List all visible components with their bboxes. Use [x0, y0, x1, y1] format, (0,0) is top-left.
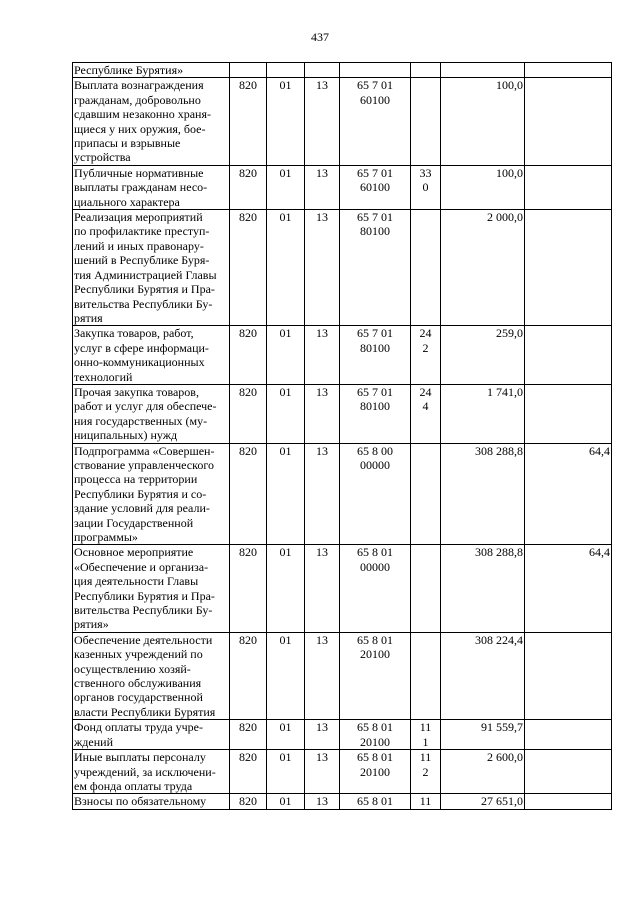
- cell-pr: 13: [305, 545, 340, 632]
- cell-name: Основное мероприятие «Обеспечение и организа- ция деятельности Главы Республики Бурятия и Пра- вительства Республики Бу- рятия»: [73, 545, 230, 632]
- cell-ved: 820: [230, 545, 267, 632]
- cell-ved: 820: [230, 326, 267, 385]
- cell-sum: 259,0: [441, 326, 525, 385]
- cell-pct: 64,4: [525, 545, 612, 632]
- cell-sum: 1 741,0: [441, 384, 525, 443]
- cell-csr: 65 7 01 80100: [340, 384, 411, 443]
- cell-name: Публичные нормативные выплаты гражданам несо- циального характера: [73, 165, 230, 209]
- cell-csr: 65 7 01 60100: [340, 78, 411, 165]
- cell-rz: 01: [267, 632, 305, 719]
- cell-ved: [230, 63, 267, 78]
- table-row: [73, 78, 612, 165]
- table-row: [73, 165, 612, 209]
- cell-pr: 13: [305, 384, 340, 443]
- cell-ved: 820: [230, 632, 267, 719]
- cell-name: Иные выплаты персоналу учреждений, за исключени- ем фонда оплаты труда: [73, 750, 230, 794]
- table-row: [73, 750, 612, 794]
- cell-pr: 13: [305, 443, 340, 545]
- page-number: 437: [311, 30, 329, 44]
- cell-csr: 65 8 01 00000: [340, 545, 411, 632]
- cell-csr: 65 7 01 60100: [340, 165, 411, 209]
- cell-sum: 27 651,0: [441, 794, 525, 809]
- cell-rz: 01: [267, 720, 305, 750]
- table-row: [73, 384, 612, 443]
- cell-csr: 65 7 01 80100: [340, 326, 411, 385]
- cell-csr: 65 8 01: [340, 794, 411, 809]
- cell-name: Выплата вознаграждения гражданам, добровольно сдавшим незаконно храня- щиеся у них оружия, бое- припасы и взрывные устройства: [73, 78, 230, 165]
- cell-vr: [411, 545, 441, 632]
- cell-rz: 01: [267, 545, 305, 632]
- cell-ved: 820: [230, 750, 267, 794]
- cell-pct: [525, 384, 612, 443]
- cell-pr: 13: [305, 794, 340, 809]
- cell-pct: [525, 78, 612, 165]
- cell-pct: [525, 165, 612, 209]
- cell-sum: 2 000,0: [441, 210, 525, 326]
- cell-name: Республике Бурятия»: [73, 63, 230, 78]
- cell-pr: 13: [305, 632, 340, 719]
- cell-csr: 65 8 01 20100: [340, 750, 411, 794]
- table-row: [73, 545, 612, 632]
- cell-name: Прочая закупка товаров, работ и услуг для обеспече- ния государственных (му- ниципальных) нужд: [73, 384, 230, 443]
- cell-pr: 13: [305, 326, 340, 385]
- cell-ved: 820: [230, 384, 267, 443]
- cell-pr: 13: [305, 210, 340, 326]
- cell-sum: 91 559,7: [441, 720, 525, 750]
- cell-pr: 13: [305, 165, 340, 209]
- cell-vr: [411, 632, 441, 719]
- cell-sum: 308 224,4: [441, 632, 525, 719]
- cell-name: Взносы по обязательному: [73, 794, 230, 809]
- cell-csr: [340, 63, 411, 78]
- cell-vr: [411, 78, 441, 165]
- cell-rz: 01: [267, 326, 305, 385]
- cell-rz: 01: [267, 794, 305, 809]
- cell-pct: [525, 326, 612, 385]
- cell-rz: [267, 63, 305, 78]
- cell-ved: 820: [230, 210, 267, 326]
- cell-vr: [411, 63, 441, 78]
- cell-sum: 2 600,0: [441, 750, 525, 794]
- cell-name: Реализация мероприятий по профилактике преступ- лений и иных правонару- шений в Республике Буря- тия Администрацией Главы Республики Бурятия и Пра- вительства Республики Бу- рятия: [73, 210, 230, 326]
- cell-pr: 13: [305, 720, 340, 750]
- cell-pct: [525, 720, 612, 750]
- cell-name: Подпрограмма «Совершен- ствование управленческого процесса на территории Республики Бурятия и со- здание условий для реали- зации Государственной программы»: [73, 443, 230, 545]
- cell-vr: 11 1: [411, 720, 441, 750]
- cell-pct: [525, 794, 612, 809]
- cell-vr: 11 2: [411, 750, 441, 794]
- cell-csr: 65 7 01 80100: [340, 210, 411, 326]
- cell-ved: 820: [230, 165, 267, 209]
- cell-pct: [525, 210, 612, 326]
- cell-sum: 100,0: [441, 165, 525, 209]
- cell-name: Закупка товаров, работ, услуг в сфере информаци- онно-коммуникационных технологий: [73, 326, 230, 385]
- table-row: [73, 63, 612, 78]
- cell-ved: 820: [230, 78, 267, 165]
- cell-rz: 01: [267, 78, 305, 165]
- table-row: [73, 720, 612, 750]
- table-row: [73, 632, 612, 719]
- table-row: [73, 210, 612, 326]
- cell-sum: 308 288,8: [441, 545, 525, 632]
- cell-csr: 65 8 01 20100: [340, 720, 411, 750]
- cell-ved: 820: [230, 443, 267, 545]
- table-body: [73, 63, 612, 810]
- cell-csr: 65 8 00 00000: [340, 443, 411, 545]
- cell-vr: 11: [411, 794, 441, 809]
- cell-vr: 24 4: [411, 384, 441, 443]
- cell-vr: [411, 210, 441, 326]
- cell-ved: 820: [230, 794, 267, 809]
- cell-pr: 13: [305, 78, 340, 165]
- cell-pct: 64,4: [525, 443, 612, 545]
- cell-rz: 01: [267, 210, 305, 326]
- cell-rz: 01: [267, 165, 305, 209]
- cell-pr: 13: [305, 750, 340, 794]
- cell-name: Обеспечение деятельности казенных учреждений по осуществлению хозяй- ственного обслуживания органов государственной власти Республики Бурятия: [73, 632, 230, 719]
- table-row: [73, 794, 612, 809]
- table-row: [73, 443, 612, 545]
- cell-pct: [525, 750, 612, 794]
- cell-pct: [525, 63, 612, 78]
- cell-rz: 01: [267, 443, 305, 545]
- cell-csr: 65 8 01 20100: [340, 632, 411, 719]
- cell-rz: 01: [267, 750, 305, 794]
- cell-vr: 33 0: [411, 165, 441, 209]
- cell-pr: [305, 63, 340, 78]
- cell-ved: 820: [230, 720, 267, 750]
- budget-table: [72, 62, 612, 810]
- cell-pct: [525, 632, 612, 719]
- cell-sum: [441, 63, 525, 78]
- table-row: [73, 326, 612, 385]
- cell-rz: 01: [267, 384, 305, 443]
- cell-sum: 100,0: [441, 78, 525, 165]
- cell-sum: 308 288,8: [441, 443, 525, 545]
- cell-name: Фонд оплаты труда учре- ждений: [73, 720, 230, 750]
- cell-vr: 24 2: [411, 326, 441, 385]
- cell-vr: [411, 443, 441, 545]
